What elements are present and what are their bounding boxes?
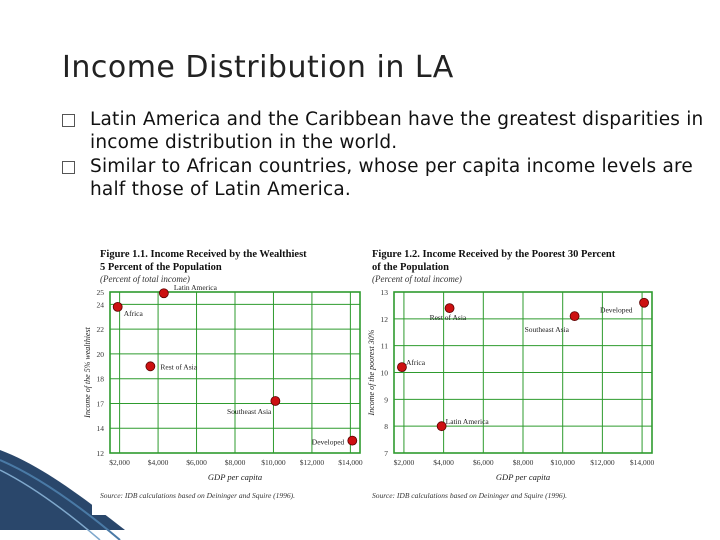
chart-source-note: Source: IDB calculations based on Deininger and Squire (1996).: [100, 491, 296, 500]
x-tick-label: $6,000: [186, 458, 207, 467]
data-point-label: Southeast Asia: [524, 325, 569, 335]
x-tick-label: $14,000: [629, 458, 655, 467]
checkbox-bullet-icon: [62, 114, 75, 127]
chart-title: Figure 1.1. Income Received by the Wealthiest: [100, 249, 307, 260]
y-axis-label: Income of the 5% wealthiest: [83, 327, 92, 418]
chart-source-note: Source: IDB calculations based on Deininger and Squire (1996).: [372, 491, 568, 500]
bullet-text: Latin America and the Caribbean have the greatest disparities in income distribution in the world.: [90, 109, 704, 153]
y-tick-label: 8: [384, 422, 388, 432]
data-point-marker: [113, 302, 122, 311]
x-tick-label: $10,000: [550, 458, 575, 467]
y-tick-label: 13: [380, 288, 388, 297]
y-tick-label: 12: [96, 449, 104, 458]
data-point-marker: [271, 396, 280, 405]
bullet-item: [62, 155, 712, 201]
bullet-list: [62, 108, 712, 202]
y-tick-label: 20: [96, 349, 104, 359]
data-point-marker: [570, 312, 579, 321]
data-point-marker: [159, 289, 168, 298]
data-point-label: Africa: [123, 308, 143, 318]
y-tick-label: 9: [384, 395, 388, 405]
figure-1-2: [364, 240, 660, 515]
y-tick-label: 17: [96, 399, 104, 409]
y-tick-label: 12: [380, 314, 388, 324]
chart-title: of the Population: [372, 262, 450, 273]
chart-title: Figure 1.2. Income Received by the Poorest 30 Percent: [372, 249, 616, 260]
data-point-label: Latin America: [445, 417, 489, 427]
figure-1-2-chart: [364, 240, 660, 515]
x-tick-label: $8,000: [512, 458, 534, 467]
data-point-marker: [445, 304, 454, 313]
chart-title: 5 Percent of the Population: [100, 262, 222, 273]
x-tick-label: $8,000: [224, 458, 246, 467]
x-tick-label: $4,000: [147, 458, 169, 467]
x-tick-label: $12,000: [590, 458, 615, 467]
data-point-label: Developed: [311, 437, 345, 447]
x-tick-label: $10,000: [261, 458, 286, 467]
chart-subtitle: (Percent of total income): [372, 274, 462, 284]
x-tick-label: $6,000: [472, 458, 494, 467]
y-axis-label: Income of the poorest 30%: [367, 329, 376, 416]
chart-subtitle: (Percent of total income): [100, 274, 190, 284]
bullet-item: [62, 108, 712, 154]
checkbox-bullet-icon: [62, 161, 75, 174]
x-tick-label: $4,000: [433, 458, 454, 467]
data-point-label: Developed: [600, 305, 633, 315]
figure-1-1-chart: [83, 240, 363, 515]
data-point-label: Africa: [405, 358, 426, 368]
data-point-label: Latin America: [173, 283, 217, 293]
y-tick-label: 18: [96, 374, 104, 384]
x-axis-label: GDP per capita: [495, 472, 551, 482]
data-point-marker: [640, 298, 649, 307]
slide-title: Income Distribution in LA: [62, 50, 454, 85]
data-point-label: Southeast Asia: [227, 406, 272, 416]
data-point-label: Rest of Asia: [160, 362, 198, 372]
y-tick-label: 14: [96, 424, 104, 434]
x-tick-label: $2,000: [109, 458, 130, 467]
data-point-marker: [348, 436, 357, 445]
y-tick-label: 22: [96, 325, 104, 335]
x-axis-label: GDP per capita: [207, 472, 263, 482]
bullet-text: Similar to African countries, whose per capita income levels are half those of Latin America.: [90, 156, 693, 200]
x-tick-label: $12,000: [299, 458, 325, 467]
y-tick-label: 7: [384, 449, 388, 458]
data-point-label: Rest of Asia: [429, 313, 467, 323]
x-tick-label: $14,000: [338, 458, 363, 467]
y-tick-label: 24: [96, 300, 104, 310]
data-point-marker: [146, 362, 155, 371]
y-tick-label: 11: [380, 341, 388, 351]
figure-1-1: [83, 240, 363, 515]
y-tick-label: 25: [96, 288, 104, 297]
x-tick-label: $2,000: [393, 458, 415, 467]
y-tick-label: 10: [380, 368, 388, 378]
